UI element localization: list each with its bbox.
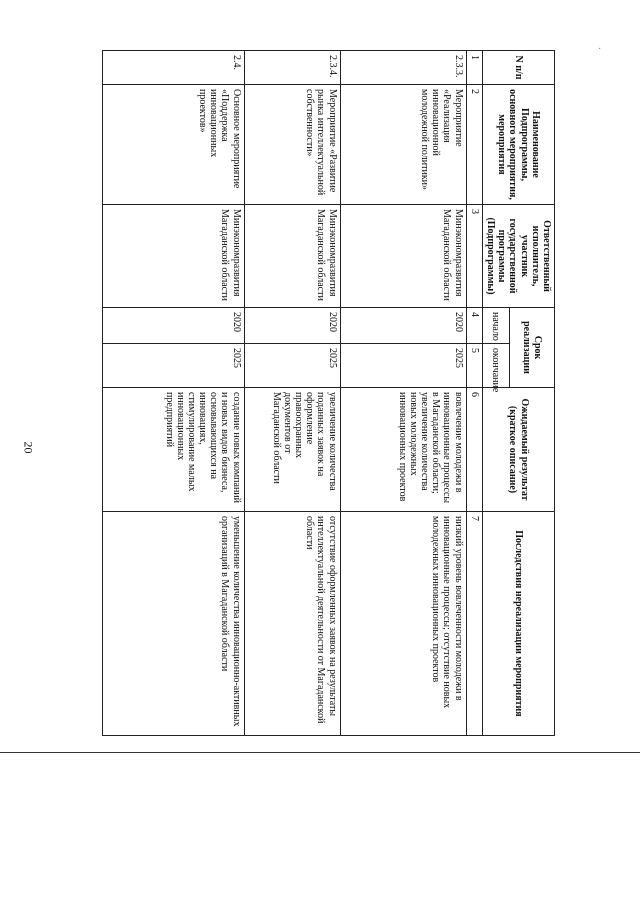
table-row [102, 51, 244, 736]
col-number: 4 [466, 308, 482, 344]
row-consequences: уменьшение количества инновационно-активных организаций в Магаданской области [102, 512, 244, 736]
row-consequences: низкий уровень вовлеченности молодежи в инновационные процессы; отсутствие новых молодежных инновационных проектов [340, 512, 466, 736]
row-consequences: отсутствие оформленных заявок на результаты интеллектуальной деятельности от Магаданской области [244, 512, 340, 736]
header-name: Наименование Подпрограммы, основного мероприятия, мероприятия [482, 85, 554, 205]
col-number: 7 [466, 512, 482, 736]
col-number: 2 [466, 85, 482, 205]
header-start: начало [482, 308, 509, 344]
row-expected: вовлечение молодежи в инновационные процессы в Магаданской области; увеличение количества новых молодежных инновационных проектов [340, 388, 466, 512]
col-number: 3 [466, 205, 482, 308]
row-expected: увеличение количества поданных заявок на оформление правоохранных документов от Магаданской области [244, 388, 340, 512]
header-num: N п/п [482, 51, 554, 85]
scan-mark: · [598, 44, 602, 55]
header-consequences: Последствия нереализации мероприятия [482, 512, 554, 736]
col-number: 1 [466, 51, 482, 85]
col-number: 6 [466, 388, 482, 512]
header-expected: Ожидаемый результат (краткое описание) [482, 388, 554, 512]
table-row [340, 51, 466, 736]
row-start: 2020 [340, 308, 466, 344]
table-row [244, 51, 340, 736]
page-divider [0, 752, 640, 753]
row-end: 2025 [340, 344, 466, 388]
row-start: 2020 [244, 308, 340, 344]
row-responsible: Минэкономразвития Магаданской области [102, 205, 244, 308]
col-number: 5 [466, 344, 482, 388]
page-number: 20 [21, 441, 36, 454]
row-start: 2020 [102, 308, 244, 344]
program-table [102, 50, 555, 736]
row-name: Основное мероприятие «Поддержка инновационных проектов» [102, 85, 244, 205]
row-end: 2025 [244, 344, 340, 388]
row-num: 2.3.4. [244, 51, 340, 85]
row-num: 2.4. [102, 51, 244, 85]
column-number-row [466, 51, 482, 736]
row-responsible: Минэкономразвития Магаданской области [244, 205, 340, 308]
row-expected: создание новых компаний и новых видов бизнеса, основывающихся на инновациях, стимулирование малых инновационных предприятий [102, 388, 244, 512]
row-name: Мероприятие «Развитие рынка интеллектуальной собственности» [244, 85, 340, 205]
header-term: Срок реализации [509, 308, 554, 388]
rotated-table-container [70, 50, 555, 735]
row-num: 2.3.3. [340, 51, 466, 85]
row-end: 2025 [102, 344, 244, 388]
header-responsible: Ответственный исполнитель, участник государственной программы (Подпрограммы) [482, 205, 554, 308]
row-responsible: Минэкономразвития Магаданской области [340, 205, 466, 308]
header-row [509, 51, 554, 736]
row-name: Мероприятие «Реализация инновационной молодежной политики» [340, 85, 466, 205]
header-end: окончание [482, 344, 509, 388]
